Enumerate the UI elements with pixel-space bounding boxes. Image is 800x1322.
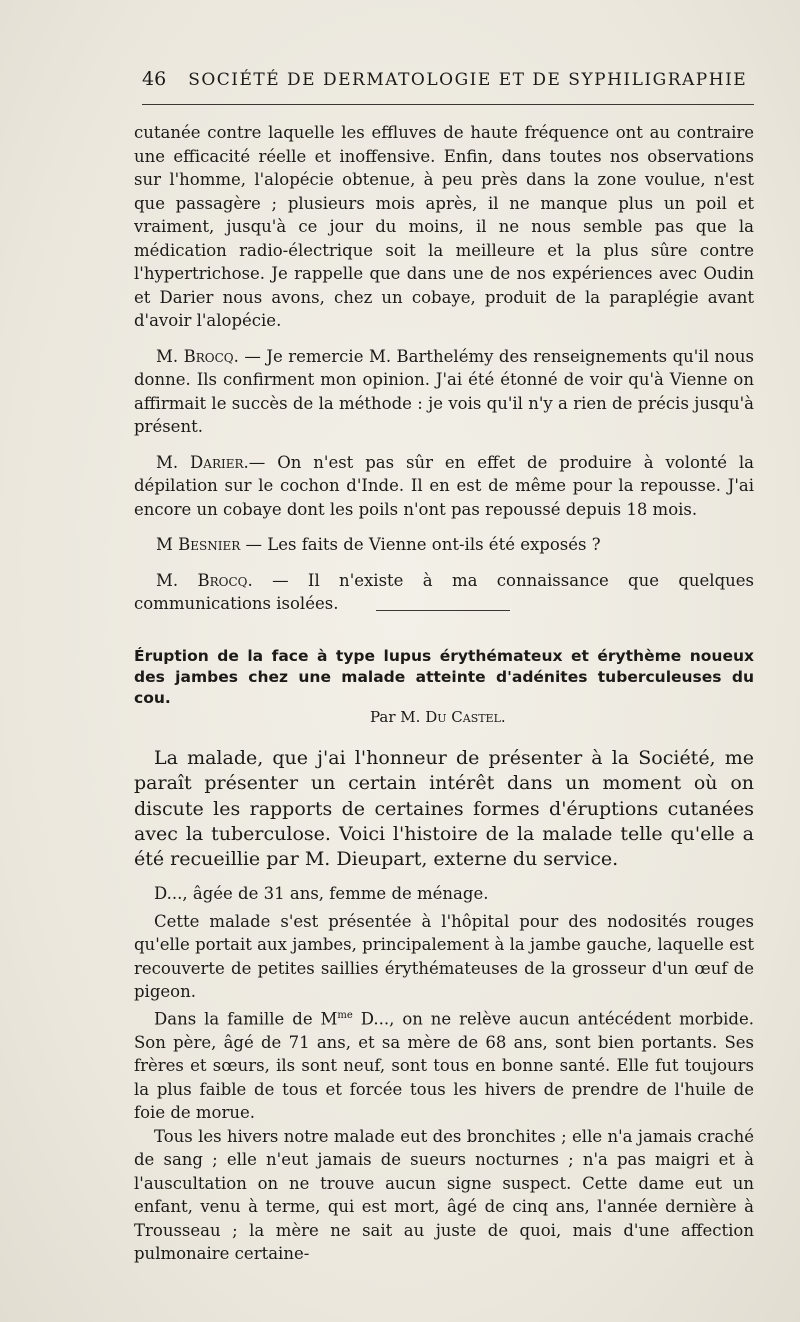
speech-text: — On n'est pas sûr en effet de produire à volonté la dépilation sur le cochon d'Inde. Il en est de même pour la repousse. J'ai encore un cobaye dont les poils n'ont pas repoussé depuis 18 mois. [134,452,754,519]
para3-start: Dans la famille de M [154,1009,338,1028]
article-author [370,707,506,727]
speaker-name: M. Darier. [156,452,249,472]
superscript-me: me [337,1009,353,1021]
article-intro [134,746,754,872]
discussion-paragraph-2 [134,345,754,439]
section-separator [376,610,510,611]
author-name: Du Castel. [425,708,506,726]
discussion-paragraph-5 [134,569,754,616]
discussion-paragraph-3 [134,451,754,522]
author-prefix: Par M. [370,708,426,726]
speech-text: — Je remercie M. Barthelémy des renseignements qu'il nous donne. Ils confirment mon opinion. J'ai été étonné de voir qu'à Vienne on affirmait le succès de la méthode : je vois qu'il n'y a rien de précis jusqu'à présent. [134,346,754,436]
speech-text: — Il n'existe à ma connaissance que quelques communications isolées. [134,570,754,613]
para3-rest: D..., on ne relève aucun antécédent morbide. Son père, âgé de 71 ans, et sa mère de 68 ans, sont bien portants. Ses frères et sœurs, ils sont neuf, sont tous en bonne santé. Elle fut toujours la plus faible de tous et forcée tous les hivers de prendre de l'huile de foie de morue. [134,1009,754,1122]
body-paragraph-3 [134,1004,754,1125]
running-title: SOCIÉTÉ DE DERMATOLOGIE ET DE SYPHILIGRAPHIE [188,70,748,90]
article-title: Éruption de la face à type lupus érythémateux et érythème noueux des jambes chez une malade atteinte d'adénites tuberculeuses du cou. [134,647,754,707]
discussion-paragraph-1: cutanée contre laquelle les effluves de haute fréquence ont au contraire une efficacité réelle et inoffensive. Enfin, dans toutes nos observations sur l'homme, l'alopécie obtenue, à peu près dans la zone voulue, n'est que passagère ; plusieurs mois après, il ne manque plus un poil et vraiment, jusqu'à ce jour du moins, il ne nous semble pas que la médication radio-électrique soit la meilleure et la plus sûre contre l'hypertrichose. Je rappelle que dans une de nos expériences avec Oudin et Darier nous avons, chez un cobaye, produit de la paraplégie avant d'avoir l'alopécie. [134,123,754,330]
page-number: 46 [142,68,167,90]
discussion-block [134,121,754,628]
body-paragraph-2: Cette malade s'est présentée à l'hôpital pour des nodosités rouges qu'elle portait aux jambes, principalement à la jambe gauche, laquelle est recouverte de petites saillies érythémateuses de la grosseur d'un œuf de pigeon. [134,911,754,1001]
header-rule [142,104,754,105]
speaker-name: M Besnier [156,535,241,554]
running-header [142,68,754,90]
speech-text: — Les faits de Vienne ont-ils été exposés ? [240,535,601,554]
speaker-name: M. Brocq. [156,570,253,590]
article-body [134,882,754,1266]
speaker-name: M. Brocq. [156,346,239,366]
body-paragraph-4: Tous les hivers notre malade eut des bronchites ; elle n'a jamais craché de sang ; elle n'eut jamais de sueurs nocturnes ; n'a pas maigri et à l'auscultation on ne trouve aucun signe suspect. Cette dame eut un enfant, venu à terme, qui est mort, âgé de cinq ans, l'année dernière à Trousseau ; la mère ne sait au juste de quoi, mais d'une affection pulmonaire certaine- [134,1126,754,1263]
body-paragraph-1: D..., âgée de 31 ans, femme de ménage. [154,884,489,903]
intro-paragraph: La malade, que j'ai l'honneur de présenter à la Société, me paraît présenter un certain intérêt dans un moment où on discute les rapports de certaines formes d'éruptions cutanées avec la tuberculose. Voici l'histoire de la malade telle qu'elle a été recueillie par M. Dieupart, externe du service. [134,747,754,871]
discussion-paragraph-4 [134,533,754,557]
